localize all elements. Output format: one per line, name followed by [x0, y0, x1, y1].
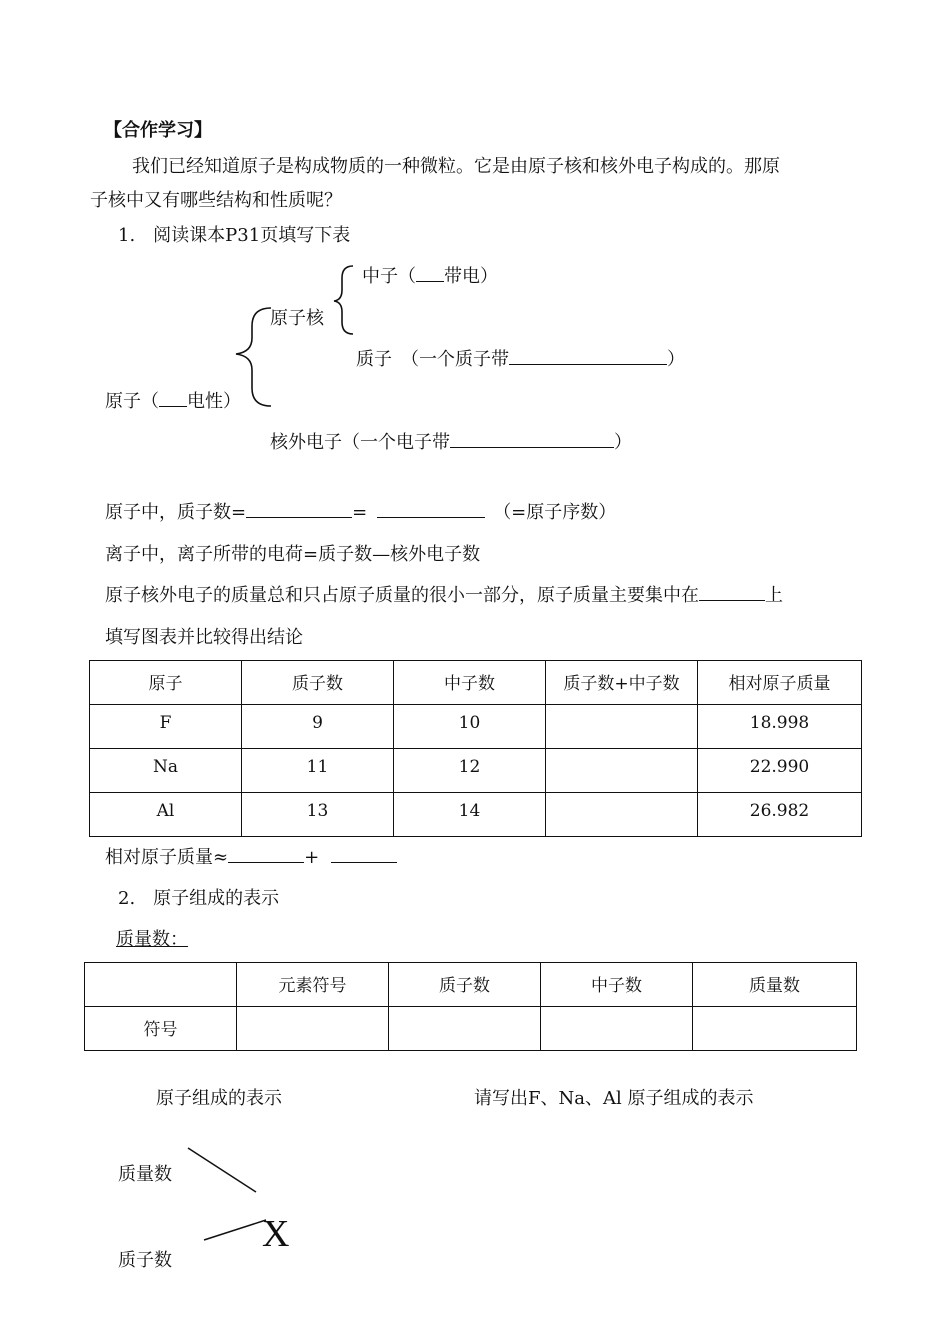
header-neutrons: 中子数	[394, 661, 546, 705]
neutron-label-end: 带电）	[444, 266, 498, 287]
cell-neutrons: 12	[394, 749, 546, 793]
relation-mass-end: 上	[765, 585, 783, 606]
cell-relative-mass: 22.990	[698, 749, 862, 793]
approx-label: 相对原子质量≈	[105, 847, 229, 868]
right-caption: 请写出F、Na、Al 原子组成的表示	[474, 1088, 754, 1109]
cell-atom: F	[90, 705, 242, 749]
cell-protons: 9	[242, 705, 394, 749]
proton-label-end: ）	[667, 349, 685, 370]
section-title: 【合作学习】	[104, 120, 212, 141]
header-element-symbol: 元素符号	[237, 963, 389, 1007]
cell-relative-mass: 18.998	[698, 705, 862, 749]
left-caption: 原子组成的表示	[156, 1088, 282, 1109]
intro-line-1: 我们已经知道原子是构成物质的一种微粒。它是由原子核和核外电子构成的。那原	[132, 156, 780, 177]
header-protons: 质子数	[242, 661, 394, 705]
approx-plus: +	[304, 847, 320, 868]
neutron-label: 中子（	[362, 266, 416, 287]
mass-number-tag: 质量数	[118, 1164, 172, 1185]
proton-pointer-line	[204, 1220, 266, 1240]
header-sum: 质子数+中子数	[546, 661, 698, 705]
cell-atom: Na	[90, 749, 242, 793]
relation-ion: 离子中，离子所带的电荷=质子数—核外电子数	[105, 544, 481, 565]
row-label-symbol: 符号	[85, 1007, 237, 1051]
intro-line-2: 子核中又有哪些结构和性质呢？	[90, 190, 342, 211]
fill-table-instruction: 填写图表并比较得出结论	[105, 627, 303, 648]
atom-label: 原子（	[105, 391, 159, 412]
cell-protons: 11	[242, 749, 394, 793]
cell-neutrons: 10	[394, 705, 546, 749]
relation-equals: =	[352, 502, 368, 523]
relation-atomic-number: （=原子序数）	[493, 502, 617, 523]
proton-label: 质子 （一个质子带	[356, 349, 509, 370]
relation-mass-text: 原子核外电子的质量总和只占原子质量的很小一部分，原子质量主要集中在	[105, 585, 699, 606]
electron-label-end: ）	[614, 432, 632, 453]
mass-pointer-line	[188, 1148, 256, 1192]
mass-number-label: 质量数：	[116, 929, 188, 950]
atom-label-end: 电性）	[187, 391, 241, 412]
step-1-heading: 1. 阅读课本P31页填写下表	[118, 225, 351, 246]
cell-relative-mass: 26.982	[698, 793, 862, 837]
header-neutrons: 中子数	[541, 963, 693, 1007]
step-2-heading: 2. 原子组成的表示	[118, 888, 280, 909]
nucleus-label: 原子核	[270, 308, 324, 329]
header-atom: 原子	[90, 661, 242, 705]
electron-label: 核外电子（一个电子带	[270, 432, 450, 453]
relation-atom-label: 原子中，质子数=	[105, 502, 247, 523]
header-mass-number: 质量数	[693, 963, 857, 1007]
element-symbol-x: X	[262, 1213, 290, 1255]
cell-atom: Al	[90, 793, 242, 837]
header-protons: 质子数	[389, 963, 541, 1007]
proton-number-tag: 质子数	[118, 1250, 172, 1271]
cell-neutrons: 14	[394, 793, 546, 837]
header-relative-mass: 相对原子质量	[698, 661, 862, 705]
cell-protons: 13	[242, 793, 394, 837]
